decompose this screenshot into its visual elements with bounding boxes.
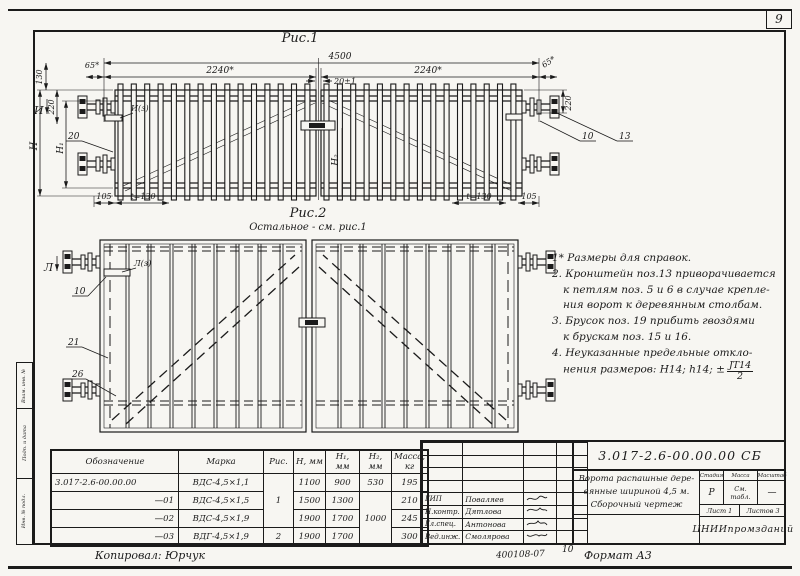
format-note: Формат А3 — [584, 549, 652, 562]
cell-H1: 1300 — [326, 492, 360, 510]
copied-name: Юрчук — [165, 549, 206, 562]
person-name: Дятлова — [463, 505, 524, 518]
cell-H2: 530 — [360, 474, 392, 492]
signature — [524, 531, 557, 544]
stage-mass-scale-grid — [692, 471, 794, 543]
col-header-mark: Марка — [179, 450, 264, 474]
callout-pos-26: 26 — [72, 370, 84, 380]
signature — [524, 518, 557, 531]
signature — [524, 505, 557, 518]
side-stamp-strip — [16, 362, 33, 545]
signature — [524, 493, 557, 506]
cell-mark: ВДС-4,5×1,1 — [179, 474, 264, 492]
dim-centre-gap: 20±1 — [334, 77, 356, 86]
outer-top-border — [8, 9, 792, 11]
cell-H1: 1700 — [326, 510, 360, 528]
cell-designation: —01 — [51, 492, 179, 510]
technical-notes — [552, 251, 774, 382]
col-header-mass: Масса, кг — [392, 450, 429, 474]
dim-220-left: 220 — [47, 99, 56, 115]
document-number: 3.017-2.6-00.00.00 СБ — [574, 442, 786, 471]
sheet-number: Лист 1 — [700, 505, 740, 517]
mass-value: См. табл. — [724, 481, 758, 505]
callout-pos-20: 20 — [68, 132, 80, 142]
dim-H1: Н₁ — [56, 142, 66, 154]
table-row — [51, 474, 428, 492]
col-header-fig: Рис. — [264, 450, 294, 474]
note-line: 4. Неуказанные предельные откло- — [552, 346, 753, 359]
fig2-title: Рис.2 — [289, 206, 327, 221]
fig2-subtitle: Остальное - см. рис.1 — [249, 222, 367, 233]
cell-H: 1900 — [294, 510, 326, 528]
outer-bottom-border — [8, 566, 792, 569]
col-header-H: Н, мм — [294, 450, 326, 474]
cell-mass: 245 — [392, 510, 429, 528]
cell-H2: 1000 — [360, 492, 392, 547]
fig1-title: Рис.1 — [281, 31, 319, 46]
print-code: 400108-07 — [495, 549, 546, 561]
scale-header: Масштаб — [758, 471, 786, 481]
callout-pos-13: 13 — [619, 132, 631, 142]
sheet-count: Листов 3 — [740, 505, 786, 517]
page-number-box — [766, 10, 792, 29]
cell-mass: 300 — [392, 528, 429, 547]
copied-by — [95, 549, 205, 562]
cell-mass: 210 — [392, 492, 429, 510]
cell-H1: 900 — [326, 474, 360, 492]
role: Н.контр. — [423, 505, 463, 518]
dim-edge-left: 65* — [84, 61, 100, 70]
dim-half-left: 2240* — [206, 66, 234, 76]
dim-t130-right: t=130 — [466, 192, 492, 201]
callout-pos-21: 21 — [68, 338, 80, 348]
cell-mark: ВДС-4,5×1,5 — [179, 492, 264, 510]
dim-220-right: 220 — [564, 95, 573, 111]
cell-H1: 1700 — [326, 528, 360, 547]
table-header-row — [51, 450, 428, 474]
title-block-right — [572, 442, 794, 543]
note-line: к брускам поз. 15 и 16. — [563, 330, 692, 343]
cell-mark: ВДГ-4,5×1,9 — [179, 528, 264, 547]
tolerance-fraction: $\frac{JT14}{2}$ — [728, 360, 752, 383]
cell-mass: 195 — [392, 474, 429, 492]
note-line: 2. Кронштейн поз.13 приворачивается — [552, 267, 776, 280]
signature-row — [423, 505, 588, 518]
view-marker-i: И — [34, 104, 44, 117]
callout-pos-10: 10 — [582, 132, 594, 142]
note-line: нения размеров: Н14; h14; ± $\frac{JT14}{2}$ — [563, 360, 752, 383]
dim-half-right: 2240* — [414, 66, 442, 76]
page-number: 9 — [775, 12, 783, 26]
note-line: ния ворот к деревянным столбам. — [563, 299, 763, 312]
print-code-2: 10 — [562, 545, 574, 555]
note-line: к петлям поз. 5 и 6 в случае крепле- — [563, 283, 770, 296]
dim-overall: 4500 — [328, 52, 352, 62]
cell-H: 1100 — [294, 474, 326, 492]
organization-name: ЦНИИпромзданий — [692, 524, 794, 535]
cell-fig: 2 — [264, 528, 294, 547]
side-stamp-cell: Инв. № подл. — [21, 493, 28, 529]
col-header-H1: Н₁, мм — [326, 450, 360, 474]
cell-designation: —02 — [51, 510, 179, 528]
cell-H: 1900 — [294, 528, 326, 547]
dim-H2: Н₂ — [331, 154, 341, 166]
stage-value: Р — [700, 481, 724, 505]
cell-designation: —03 — [51, 528, 179, 547]
detail-label-lz: Л(з) — [134, 259, 152, 268]
dim-130: 130 — [35, 69, 44, 85]
cell-fig: 1 — [264, 474, 294, 528]
note-line: 3. Брусок поз. 19 прибить гвоздями — [552, 315, 755, 327]
signature-row — [423, 493, 588, 506]
note-line: 1* Размеры для справок. — [552, 252, 692, 264]
person-name: Смолярова — [463, 531, 524, 544]
dim-edge-right: 65* — [540, 54, 557, 70]
dim-105-right: 105 — [521, 192, 537, 201]
callout-pos-10: 10 — [74, 287, 86, 297]
dim-H: Н — [29, 141, 40, 151]
drawing-title-line: вянные шириной 4,5 м. — [583, 487, 690, 498]
side-stamp-cell: Взам. инв. № — [17, 363, 32, 409]
specification-table — [50, 449, 429, 547]
copied-label: Копировал: — [95, 549, 162, 562]
role: Вед.инж. — [423, 531, 463, 544]
person-name: Антонова — [463, 518, 524, 531]
drawing-title-line: Ворота распашные дере- — [578, 474, 695, 484]
cell-designation: 3.017-2.6-00.00.00 — [51, 474, 179, 492]
drawing-title-line: Сборочный чертеж — [590, 500, 683, 511]
signature-row — [423, 518, 588, 531]
role: ГИП — [423, 493, 463, 506]
side-stamp-cell: Подп. и дата — [17, 408, 32, 479]
cell-H: 1500 — [294, 492, 326, 510]
dim-t130-left: t=130 — [130, 192, 156, 201]
mass-header: Масса — [724, 471, 758, 481]
col-header-designation: Обозначение — [51, 450, 179, 474]
table-row — [51, 492, 428, 510]
view-marker-l: Л — [44, 261, 54, 274]
dim-105-left: 105 — [96, 192, 112, 201]
title-block-signatures — [422, 442, 588, 544]
person-name: Поваляев — [463, 493, 524, 506]
scale-value: — — [758, 481, 786, 505]
cell-mark: ВДС-4,5×1,9 — [179, 510, 264, 528]
role: Гл.спец. — [423, 518, 463, 531]
title-block — [420, 440, 794, 545]
signature-row — [423, 531, 588, 544]
drawing-title-cell — [574, 471, 700, 543]
detail-label-iz: И(з) — [131, 104, 149, 113]
col-header-H2: Н₂, мм — [360, 450, 392, 474]
stage-header: Стадия — [700, 471, 724, 481]
